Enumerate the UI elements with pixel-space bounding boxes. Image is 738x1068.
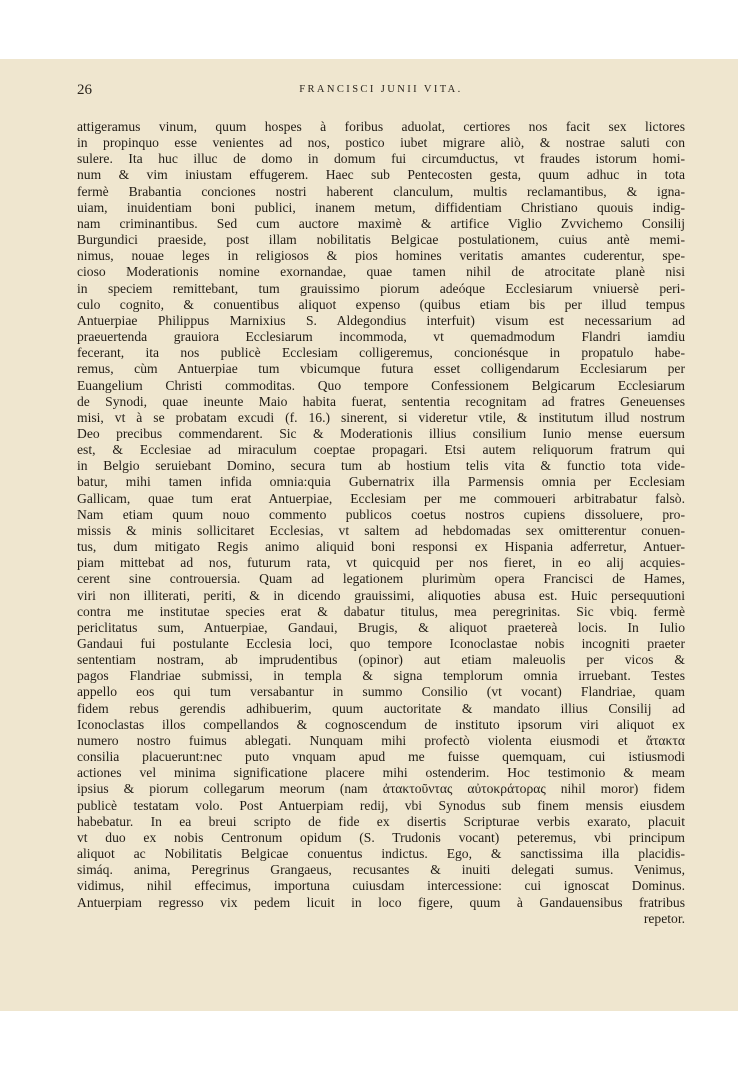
text-line: praeuertenda grauiora Ecclesiarum incommoda, vt quemadmodum Flandri iamdiu [77, 329, 685, 345]
text-line: contra me institutae species erat & dabatur titulus, mea peregrinitas. Sic vbiq. fermè [77, 603, 685, 619]
text-line: appello eos qui tum versabantur in summo Consilio (vt vocant) Flandriae, quam [77, 684, 685, 700]
text-line: Gallicam, quae tum erat Antuerpiae, Ecclesiam per me commoueri arbitrabatur falsò. [77, 490, 685, 506]
text-line: sententiam nostram, ab imprudentibus (opinor) aut etiam maleuolis per vicos & [77, 652, 685, 668]
text-line: misi, vt à se probatam excudi (f. 16.) sinerent, si videretur vtile, & institutum illud nostrum [77, 409, 685, 425]
text-line: uiam, inuidentiam boni publici, inanem metum, diffidentiam Christiano quouis indig- [77, 199, 685, 215]
text-line: piam mittebat ad nos, futurum rata, vt quicquid per nos fieret, in eo alij acquies- [77, 555, 685, 571]
text-line: missis & minis sollicitaret Ecclesias, vt saltem ad hebdomadas sex omitterentur conuen- [77, 522, 685, 538]
text-line: Antuerpiam regresso vix pedem licuit in loco figere, quum à Gandauensibus fratribus [77, 894, 685, 910]
running-title: FRANCISCI JUNII VITA. [299, 84, 463, 95]
text-line: fermè Brabantia conciones nostri haberent clanculum, multis reclamantibus, & igna- [77, 183, 685, 199]
text-line: remus, cùm Antuerpiae tum vbicumque futura esset colligendarum Ecclesiarum per [77, 361, 685, 377]
text-line: viri non illiterati, periti, & in dicendo grauissimi, aliquoties abusa est. Huic persequutioni [77, 587, 685, 603]
text-line: vt duo ex nobis Centronum opidum (S. Trudonis vocant) peteremus, vbi principum [77, 829, 685, 845]
text-line: vidimus, nihil effecimus, importuna cuiusdam intercessione: cui ignoscat Dominus. [77, 878, 685, 894]
text-line: Euangelium Christi commoditas. Quo tempore Confessionem Belgicarum Ecclesiarum [77, 377, 685, 393]
text-line: fidem rebus gerendis adhibuerim, quum auctoritate & mandato illius Consilij ad [77, 700, 685, 716]
text-line: nimus, nouae leges in religiosos & pios homines veritatis amantes cuderentur, spe- [77, 248, 685, 264]
text-line: aliquot ac Nobilitatis Belgicae conuentus indictus. Ego, & sanctissima illa placidis- [77, 846, 685, 862]
page-number: 26 [77, 82, 92, 98]
text-line: cioso Moderationis nomine exornandae, quae tamen nihil de atrocitate planè nisi [77, 264, 685, 280]
text-line: Antuerpiae Philippus Marnixius S. Aldegondius interfuit) visum est necessarium ad [77, 312, 685, 328]
text-line: batur, mihi tamen infida omnia:quia Gubernatrix illa Parmensis omnia per Ecclesiam [77, 474, 685, 490]
text-line: Nam etiam quum nouo commento publicos coetus nostros cupiens dissoluere, pro- [77, 506, 685, 522]
text-line: de Synodi, quae ineunte Maio habita fuerat, sententia recognitam ad fratres Geneuenses [77, 393, 685, 409]
text-line: attigeramus vinum, quum hospes à foribus aduolat, certiores nos facit sex lictores [77, 119, 685, 134]
text-line: publicè testatam volo. Post Antuerpiam redij, vbi Synodus sub finem mensis eiusdem [77, 797, 685, 813]
text-line: Iconoclastas illos compellandos & cognoscendum de instituto ipsorum viri aliquot ex [77, 716, 685, 732]
text-line: sulere. Ita huc illuc de domo in domum fui circumductus, vt fraudes istorum homi- [77, 151, 685, 167]
text-line: simáq. anima, Peregrinus Grangaeus, recusantes & inuiti delegati sumus. Venimus, [77, 862, 685, 878]
text-line: pagos Flandriae submissi, in templa & signa templorum omnia irruebant. Testes [77, 668, 685, 684]
text-line: habebatur. In ea breui scripto de fide ex disertis Scripturae verbis exarato, placuit [77, 813, 685, 829]
text-line: in speciem remittebant, tum grauissimo piorum adeóque Ecclesiarum vniuersè peri- [77, 280, 685, 296]
text-line: consilia placuerunt:nec puto vnquam apud me fuisse quemquam, cui istiusmodi [77, 749, 685, 765]
text-line: actiones vel minima significatione placere mihi ostenderim. Hoc testimonio & meam [77, 765, 685, 781]
text-line: num & vim iniustam effugerem. Haec sub Pentecosten gesta, quum adhuc in tota [77, 167, 685, 183]
text-line: repetor. [643, 910, 685, 926]
text-line: numero nostro fuimus ablegati. Nunquam mihi profectò violenta eiusmodi et ἄτακτα [77, 732, 685, 748]
text-line: nam criminantibus. Sed cum auctore maximè & artifice Viglio Zvvichemo Consilij [77, 215, 685, 231]
body-text [77, 119, 685, 927]
text-line: in Belgio seruiebant Domino, secura tum ab hostium telis vita & functio tota vide- [77, 458, 685, 474]
text-line: est, & Ecclesiae ad miraculum coeptae propagari. Etsi autem reliquorum fratrum qui [77, 442, 685, 458]
text-line: culo cognito, & conuentibus aliquot expenso (quibus etiam bis per illud tempus [77, 296, 685, 312]
text-line: ipsius & piorum collegarum meorum (nam ἀτακτοῦντας αὐτοκράτορας nihil moror) fidem [77, 781, 685, 797]
text-line: Deo precibus commendarent. Sic & Moderationis illius consilium Iunio mense euersum [77, 425, 685, 441]
text-line: cerent sine controuersia. Quam ad legationem plurimùm opera Francisci de Hames, [77, 571, 685, 587]
text-line: Gandaui fui postulante Ecclesia loci, quo tempore Iconoclastae nobis incogniti praeter [77, 636, 685, 651]
text-line: fecerant, ita nos publicè Ecclesiam colligeremus, concionésque in propatulo habe- [77, 345, 685, 361]
text-line: in propinquo esse venientes ad nos, postico iubet migrare aliò, & nostrae saluti con [77, 135, 685, 151]
text-line: Burgundici praeside, post illam nobilitatis Belgicae postulationem, cuius antè memi- [77, 232, 685, 248]
page-header [77, 82, 685, 98]
text-line: periclitatus sum, Antuerpiae, Gandaui, Brugis, & aliquot praetereà locis. In Iulio [77, 619, 685, 635]
text-line: tus, dum mitigato Regis animo aliquid boni responsi ex Hispania adferretur, Antuer- [77, 539, 685, 555]
